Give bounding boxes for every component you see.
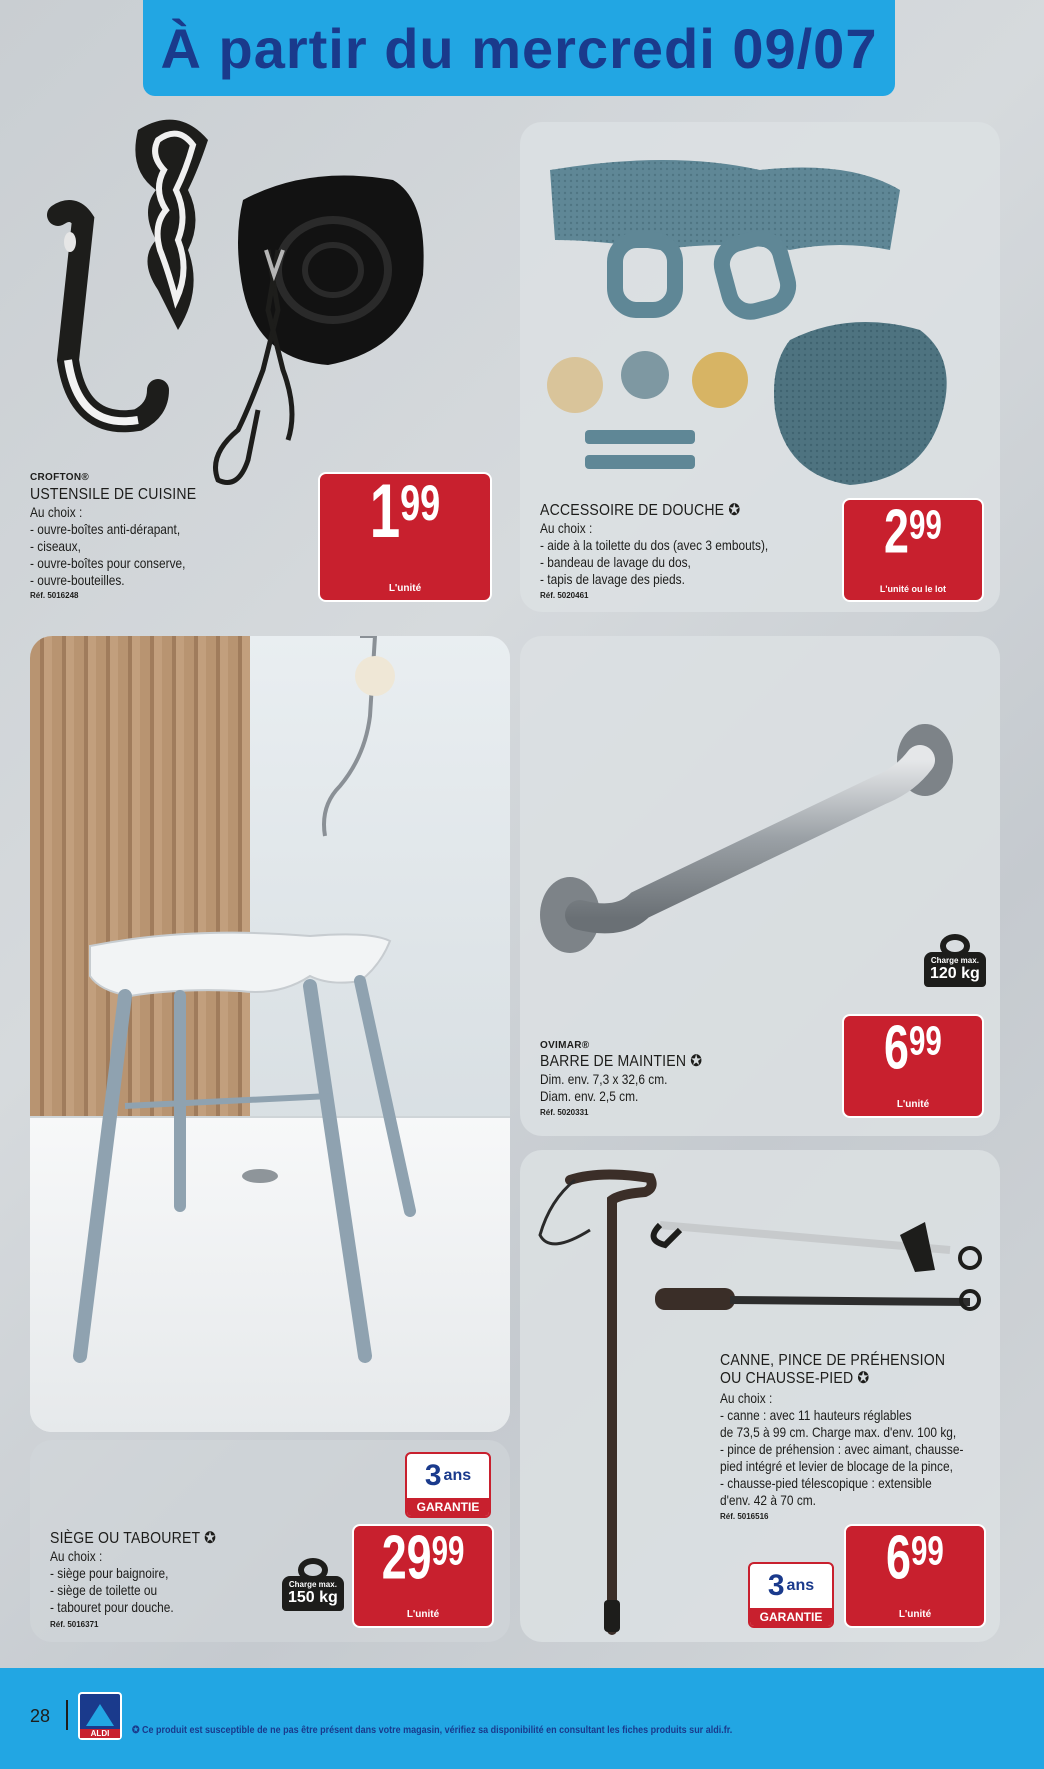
seat-desc-line: Au choix :	[50, 1548, 103, 1564]
seat-price	[381, 1522, 465, 1593]
aldi-logo[interactable]	[78, 1692, 122, 1740]
kitchen-desc-line: Au choix :	[30, 504, 83, 520]
shower-desc-line: - tapis de lavage des pieds.	[540, 571, 685, 587]
grab-bar-image	[530, 700, 990, 1000]
shower-desc-line: - bandeau de lavage du dos,	[540, 554, 691, 570]
bar-price-unit: L'unité	[896, 1099, 930, 1110]
cane-name-line1: CANNE, PINCE DE PRÉHENSION	[720, 1352, 946, 1369]
seat-desc-line: - siège de toilette ou	[50, 1582, 158, 1598]
seat-ref: Réf. 5016371	[50, 1620, 99, 1629]
shower-desc-line: Au choix :	[540, 520, 593, 536]
bar-desc-line: Diam. env. 2,5 cm.	[540, 1088, 639, 1104]
bar-ref: Réf. 5020331	[540, 1108, 589, 1117]
kitchen-desc-line: - ouvre-boîtes pour conserve,	[30, 555, 186, 571]
shower-seat-photo	[30, 636, 510, 1432]
seat-name: SIÈGE OU TABOURET ✪	[50, 1530, 217, 1547]
cane-desc-line: - chausse-pied télescopique : extensible	[720, 1475, 932, 1491]
shower-name: ACCESSOIRE DE DOUCHE ✪	[540, 502, 741, 519]
seat-price-unit: L'unité	[406, 1609, 440, 1620]
bar-price	[884, 1012, 942, 1083]
seat-guarantee-top	[425, 1454, 471, 1498]
bar-price-dec: 99	[909, 1017, 942, 1064]
bar-weight-value: 120 kg	[930, 965, 980, 982]
cane-price-tag	[844, 1524, 986, 1628]
footer-note: ✪ Ce produit est susceptible de ne pas être présent dans votre magasin, vérifiez sa disponibilité en consultant les fiches produits sur aldi.fr.	[132, 1725, 733, 1736]
cane-price-dec: 99	[911, 1527, 944, 1574]
shower-price-unit: L'unité ou le lot	[879, 584, 947, 594]
kitchen-price	[369, 469, 441, 554]
shower-ref: Réf. 5020461	[540, 591, 589, 600]
kitchen-price-unit: L'unité	[388, 583, 422, 594]
seat-guarantee-label: GARANTIE	[407, 1498, 489, 1516]
cane-desc-line: - canne : avec 11 hauteurs réglables	[720, 1407, 912, 1423]
seat-guarantee-num: 3	[424, 1459, 442, 1492]
cane-guarantee-top	[768, 1564, 814, 1608]
bar-weight-badge	[924, 934, 986, 987]
seat-desc-line: - tabouret pour douche.	[50, 1599, 174, 1615]
seat-guarantee-badge	[405, 1452, 491, 1518]
bar-name: BARRE DE MAINTIEN ✪	[540, 1053, 703, 1070]
shower-desc-line: - aide à la toilette du dos (avec 3 embouts),	[540, 537, 769, 553]
bar-price-tag	[842, 1014, 984, 1118]
seat-weight-badge	[282, 1558, 344, 1611]
shower-stool-image	[30, 636, 510, 1432]
shower-price-tag	[842, 498, 984, 602]
seat-weight-label: Charge max.	[288, 1580, 337, 1589]
bar-desc-line: Dim. env. 7,3 x 32,6 cm.	[540, 1071, 668, 1087]
seat-weight-value: 150 kg	[288, 1589, 338, 1606]
cane-desc-line: d'env. 42 à 70 cm.	[720, 1492, 816, 1508]
kitchen-price-int: 1	[369, 469, 401, 554]
seat-price-int: 29	[381, 1522, 432, 1593]
date-banner	[143, 0, 895, 96]
cane-price	[886, 1522, 944, 1593]
cane-guarantee-num: 3	[767, 1569, 785, 1602]
kitchen-desc-line: - ouvre-bouteilles.	[30, 572, 125, 588]
cane-price-int: 6	[886, 1522, 912, 1593]
kitchen-price-dec: 99	[400, 475, 441, 531]
seat-price-dec: 99	[431, 1527, 465, 1574]
shower-price-int: 2	[884, 496, 910, 567]
footer-separator	[66, 1700, 68, 1730]
shower-accessories-image	[520, 130, 1000, 490]
kitchen-brand: CROFTON®	[30, 472, 90, 483]
kitchen-desc-line: - ciseaux,	[30, 538, 81, 554]
aldi-logo-icon	[86, 1704, 114, 1726]
page-number: 28	[30, 1706, 51, 1726]
date-banner-title: À partir du mercredi 09/07	[160, 16, 878, 80]
bar-price-int: 6	[884, 1012, 910, 1083]
shower-price	[884, 496, 942, 567]
seat-price-tag	[352, 1524, 494, 1628]
cane-price-unit: L'unité	[898, 1609, 932, 1620]
seat-guarantee-unit: ans	[443, 1467, 472, 1484]
cane-guarantee-label: GARANTIE	[750, 1608, 832, 1626]
cane-desc-line: de 73,5 à 99 cm. Charge max. d'env. 100 kg,	[720, 1424, 957, 1440]
kitchen-desc	[30, 504, 185, 589]
bar-brand: OVIMAR®	[540, 1040, 590, 1051]
kitchen-utensils-image	[28, 110, 508, 510]
kitchen-desc-line: - ouvre-boîtes anti-dérapant,	[30, 521, 181, 537]
cane-desc	[720, 1390, 963, 1509]
aldi-logo-text: ALDI	[80, 1729, 120, 1738]
cane-desc-line: - pince de préhension : avec aimant, chausse-	[720, 1441, 964, 1457]
kitchen-price-tag	[318, 469, 492, 602]
bar-weight-body	[924, 952, 986, 987]
seat-desc	[50, 1548, 174, 1616]
footer-bar	[0, 1668, 1044, 1769]
shower-price-dec: 99	[909, 501, 942, 548]
seat-desc-line: - siège pour baignoire,	[50, 1565, 169, 1581]
cane-name-line2: OU CHAUSSE-PIED ✪	[720, 1370, 870, 1387]
kitchen-ref: Réf. 5016248	[30, 591, 79, 600]
cane-guarantee-badge	[748, 1562, 834, 1628]
bar-desc	[540, 1071, 667, 1105]
cane-ref: Réf. 5016516	[720, 1512, 769, 1521]
kitchen-name: USTENSILE DE CUISINE	[30, 486, 197, 503]
cane-desc-line: pied intégré et levier de blocage de la pince,	[720, 1458, 953, 1474]
seat-weight-body	[282, 1576, 344, 1611]
cane-guarantee-unit: ans	[786, 1577, 815, 1594]
bar-weight-label: Charge max.	[930, 956, 979, 965]
shower-desc	[540, 520, 768, 588]
cane-desc-line: Au choix :	[720, 1390, 773, 1406]
